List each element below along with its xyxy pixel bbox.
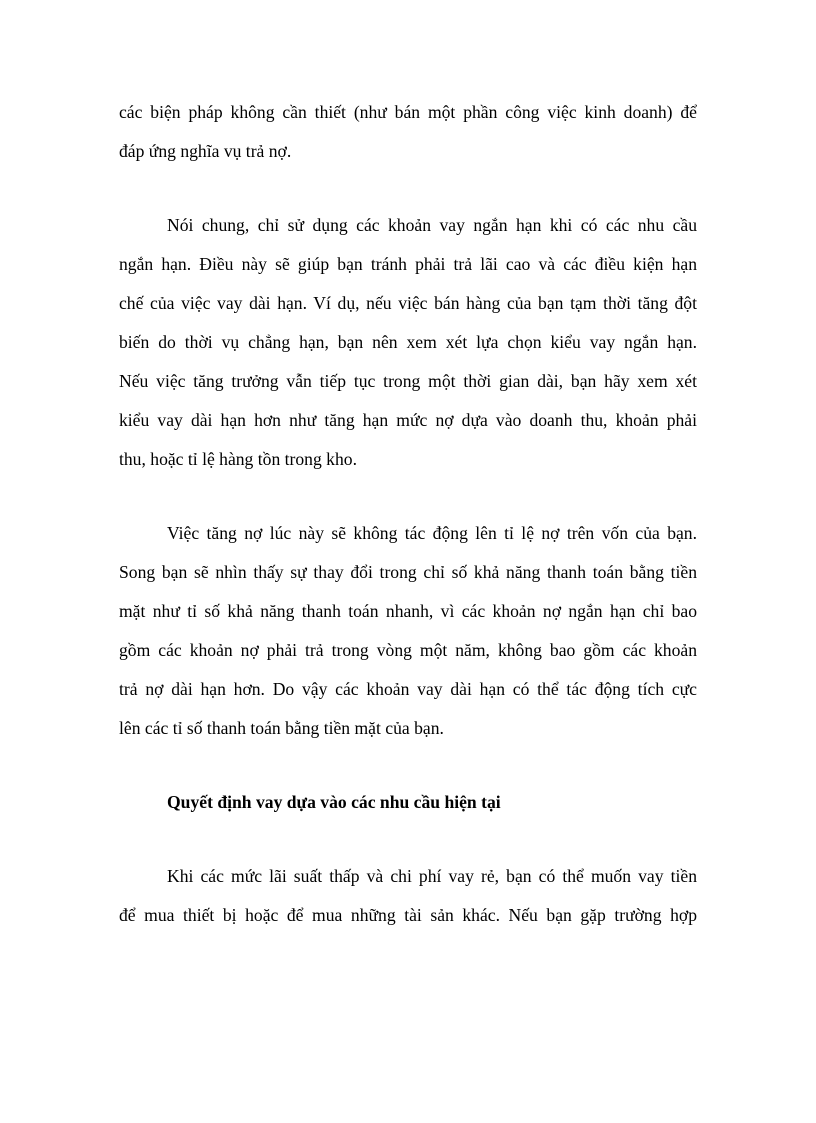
text-line: Việc tăng nợ lúc này sẽ không tác động lên tỉ lệ nợ trên vốn của bạn. — [167, 523, 697, 543]
text-line: đáp ứng nghĩa vụ trả nợ. — [119, 141, 292, 161]
text-line: gồm các khoản nợ phải trả trong vòng một năm, không bao gồm các khoản — [119, 640, 697, 660]
text-line: thu, hoặc tỉ lệ hàng tồn trong kho. — [119, 449, 357, 469]
text-line: trả nợ dài hạn hơn. Do vậy các khoản vay dài hạn có thể tác động tích cực — [119, 679, 697, 699]
text-line: lên các tỉ số thanh toán bằng tiền mặt của bạn. — [119, 718, 444, 738]
text-line: biến do thời vụ chẳng hạn, bạn nên xem xét lựa chọn kiểu vay ngắn hạn. — [119, 332, 697, 352]
text-line: kiểu vay dài hạn hơn như tăng hạn mức nợ dựa vào doanh thu, khoản phải — [119, 410, 697, 430]
text-line: Song bạn sẽ nhìn thấy sự thay đổi trong chỉ số khả năng thanh toán bằng tiền — [119, 562, 697, 582]
paragraph-1 — [119, 93, 697, 171]
text-line: Nói chung, chỉ sử dụng các khoản vay ngắn hạn khi có các nhu cầu — [167, 215, 697, 235]
paragraph-4 — [119, 857, 697, 935]
text-line: để mua thiết bị hoặc để mua những tài sản khác. Nếu bạn gặp trường hợp — [119, 905, 697, 925]
text-line: mặt như tỉ số khả năng thanh toán nhanh, vì các khoản nợ ngắn hạn chỉ bao — [119, 601, 697, 621]
paragraph-2 — [119, 206, 697, 479]
section-heading: Quyết định vay dựa vào các nhu cầu hiện tại — [167, 792, 501, 812]
text-line: Khi các mức lãi suất thấp và chi phí vay rẻ, bạn có thể muốn vay tiền — [167, 866, 697, 886]
text-line: Nếu việc tăng trưởng vẫn tiếp tục trong một thời gian dài, bạn hãy xem xét — [119, 371, 697, 391]
paragraph-3 — [119, 514, 697, 748]
text-line: các biện pháp không cần thiết (như bán một phần công việc kinh doanh) để — [119, 102, 697, 122]
text-line: chế của việc vay dài hạn. Ví dụ, nếu việc bán hàng của bạn tạm thời tăng đột — [119, 293, 697, 313]
text-line: ngắn hạn. Điều này sẽ giúp bạn tránh phải trả lãi cao và các điều kiện hạn — [119, 254, 697, 274]
document-page — [119, 93, 697, 935]
